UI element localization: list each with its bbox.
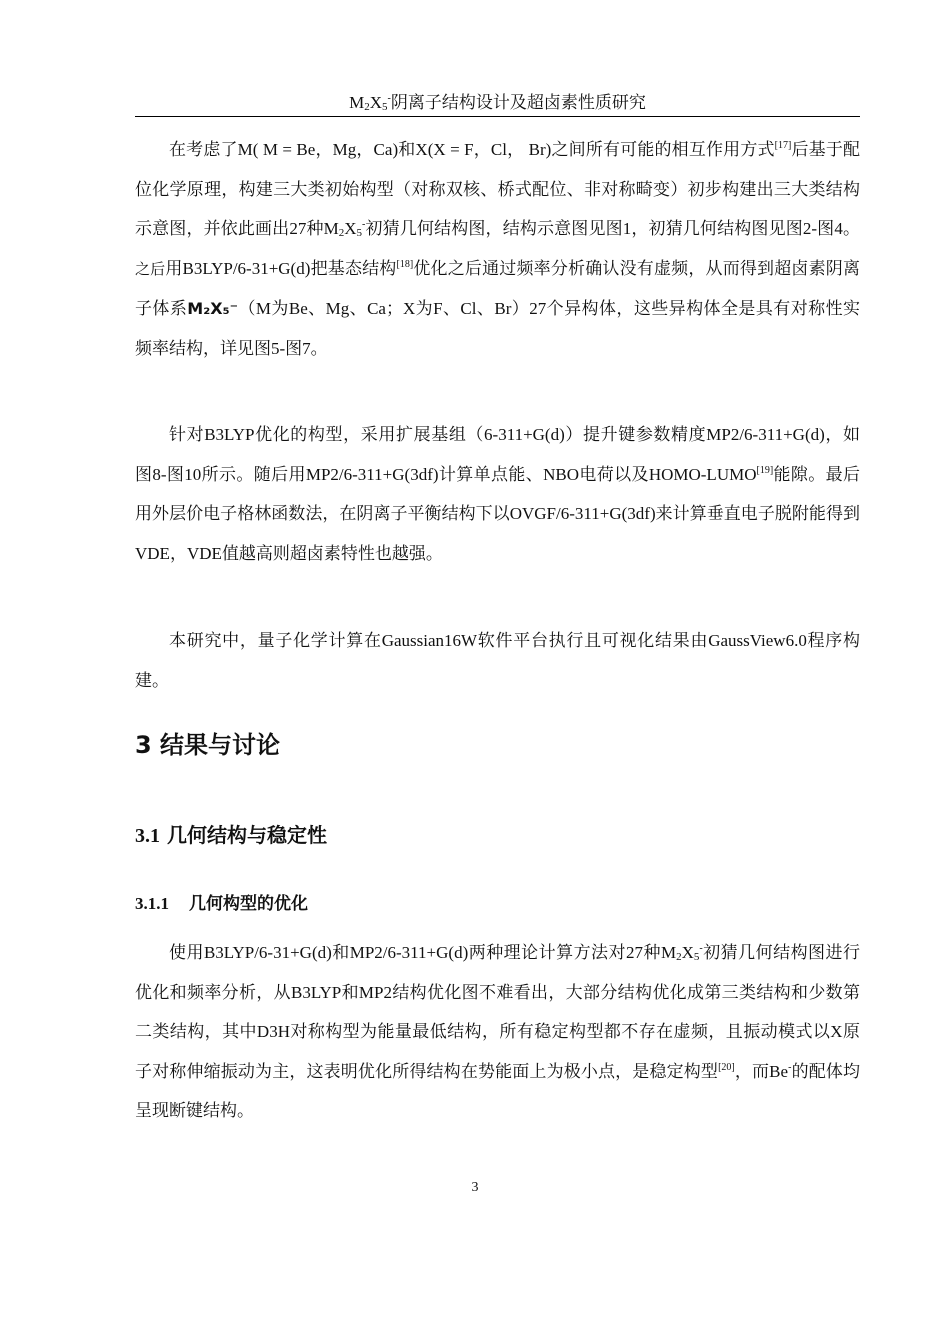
paragraph-1 bbox=[135, 130, 860, 368]
paragraph-4 bbox=[135, 933, 860, 1131]
text: （M为Be、Mg、Ca；X为F、Cl、Br）27个异构体，这些异构体全是具有对称性实频率结构，详见图5-图7。 bbox=[135, 299, 860, 358]
header-sub: 2 bbox=[364, 101, 370, 113]
text: 在考虑了M( M = Be，Mg，Ca)和X(X = F，Cl， Br)之间所有可能的相互作用方式 bbox=[169, 140, 775, 159]
subsubsection-heading bbox=[135, 892, 308, 916]
text: 的配体均呈现断键结构。 bbox=[135, 1061, 861, 1120]
superscript: - bbox=[699, 943, 703, 954]
header-sup: - bbox=[387, 93, 391, 104]
text: 优化之后通过频率分析确认没有虚频，从而得到超卤素阴离子体系 bbox=[135, 258, 860, 318]
subscript: 5 bbox=[693, 951, 700, 963]
text: X bbox=[344, 219, 357, 238]
running-header bbox=[135, 92, 860, 114]
superscript: - bbox=[788, 1061, 792, 1073]
section-heading: 3 结果与讨论 bbox=[135, 731, 281, 759]
text: 初猜几何结构图，结构示意图见图1，初猜几何结构图见图2-图4。 bbox=[365, 219, 860, 238]
text: 使用B3LYP/6-31+G(d)和MP2/6-311+G(d)两种理论计算方法对27种M bbox=[169, 943, 677, 962]
superscript: - bbox=[362, 219, 366, 230]
header-sub: 5 bbox=[382, 101, 388, 113]
citation: [17] bbox=[774, 140, 792, 151]
text: 用B3LYP/6-31+G(d)把基态结构 bbox=[165, 258, 397, 278]
formula: M₂X₅⁻ bbox=[187, 299, 239, 318]
text: X bbox=[681, 943, 694, 962]
subscript: 2 bbox=[676, 951, 682, 963]
subsubsection-title: 几何构型的优化 bbox=[189, 894, 308, 914]
subscript: 5 bbox=[356, 227, 363, 239]
header-m: M bbox=[349, 93, 365, 112]
citation: [20] bbox=[718, 1061, 735, 1073]
text: 本研究中，量子化学计算在Gaussian16W软件平台执行且可视化结果由GaussView6.0程序构建。 bbox=[135, 631, 860, 690]
paragraph-2 bbox=[135, 415, 860, 573]
header-title-text: 阴离子结构设计及超卤素性质研究 bbox=[390, 93, 646, 112]
page-number: 3 bbox=[471, 1180, 479, 1195]
citation: [19] bbox=[756, 464, 774, 476]
subscript: 2 bbox=[338, 227, 345, 239]
text: 后基于配位化学原理，构建三大类初始构型（对称双核、桥式配位、非对称畸变）初步构建出三大类结构示意图，并依此画出27种M bbox=[135, 140, 860, 238]
header-x: X bbox=[369, 93, 383, 112]
text: 之后 bbox=[135, 259, 166, 278]
subsection-heading bbox=[135, 821, 327, 850]
text: 能隙。最后用外层价电子格林函数法，在阴离子平衡结构下以OVGF/6-311+G(3df)来计算垂直电子脱附能得到VDE，VDE值越高则超卤素特性也越强。 bbox=[135, 464, 860, 563]
text: 初猜几何结构图进行优化和频率分析，从B3LYP和MP2结构优化图不难看出，大部分结构优化成第三类结构和少数第二类结构，其中D3H对称构型为能量最低结构，所有稳定构型都不存在虚频，且振动模式以X原子对称伸缩振动为主，这表明优化所得结构在势能面上为极小点，是稳定构型 bbox=[135, 943, 861, 1081]
citation: [18] bbox=[396, 258, 414, 270]
subsection-title: 几何结构与稳定性 bbox=[166, 823, 327, 847]
text: 针对B3LYP优化的构型，采用扩展基组（6-311+G(d)）提升键参数精度MP2/6-311+G(d)，如图8-图10所示。随后用MP2/6-311+G(3df)计算单点能、NBO电荷以及HOMO-LUMO bbox=[135, 425, 860, 484]
header-rule bbox=[135, 116, 860, 117]
text: ，而Be bbox=[734, 1061, 789, 1081]
subsection-number: 3.1 bbox=[135, 825, 160, 847]
subsubsection-number: 3.1.1 bbox=[135, 894, 169, 913]
paragraph-3 bbox=[135, 621, 860, 700]
